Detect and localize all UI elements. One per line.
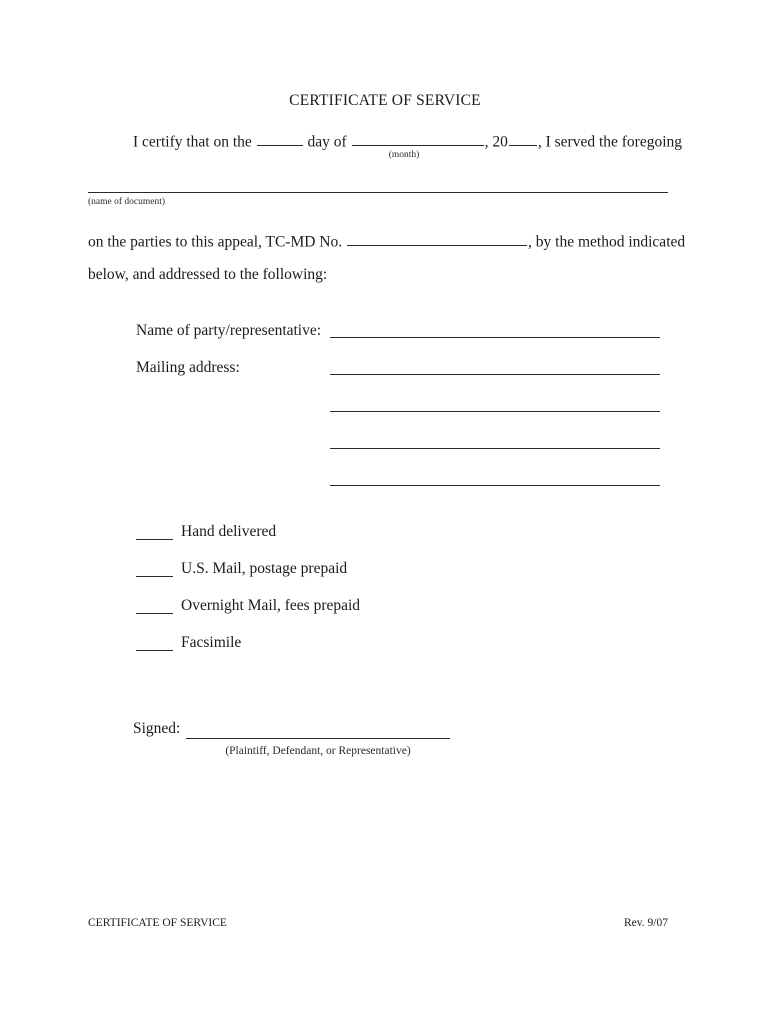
footer-revision: Rev. 9/07 bbox=[624, 917, 668, 929]
mailing-address-line-4-input[interactable] bbox=[330, 485, 660, 486]
signature-input[interactable] bbox=[186, 738, 450, 739]
mailing-address-label: Mailing address: bbox=[136, 359, 240, 376]
below-paragraph: below, and addressed to the following: bbox=[88, 266, 328, 283]
page-footer bbox=[88, 917, 668, 929]
day-blank-input[interactable] bbox=[257, 131, 303, 146]
method-label: Overnight Mail, fees prepaid bbox=[181, 597, 361, 614]
name-of-party-label: Name of party/representative: bbox=[136, 322, 322, 339]
page-title: CERTIFICATE OF SERVICE bbox=[289, 92, 481, 109]
parties-prefix-text: on the parties to this appeal, TC-MD No. bbox=[88, 233, 343, 251]
method-label: Hand delivered bbox=[181, 523, 277, 540]
method-checkbox-blank[interactable] bbox=[136, 576, 173, 577]
name-of-party-input[interactable] bbox=[330, 337, 660, 338]
method-checkbox-blank[interactable] bbox=[136, 650, 173, 651]
certify-paragraph bbox=[133, 131, 682, 150]
parties-suffix-text: , by the method indicated bbox=[528, 233, 686, 251]
method-label: Facsimile bbox=[181, 634, 242, 651]
method-label: U.S. Mail, postage prepaid bbox=[181, 560, 348, 577]
tcmd-number-blank-input[interactable] bbox=[347, 231, 527, 246]
signature-caption: (Plaintiff, Defendant, or Representative) bbox=[225, 745, 411, 757]
mailing-address-line-2-input[interactable] bbox=[330, 411, 660, 412]
month-blank-input[interactable] bbox=[352, 131, 484, 146]
mailing-address-line-1-input[interactable] bbox=[330, 374, 660, 375]
signed-label: Signed: bbox=[133, 720, 181, 737]
year-blank-input[interactable] bbox=[509, 131, 537, 146]
month-caption: (month) bbox=[388, 150, 420, 160]
certify-year-prefix-text: , 20 bbox=[484, 133, 508, 151]
name-of-document-line-input[interactable] bbox=[88, 192, 668, 193]
footer-title: CERTIFICATE OF SERVICE bbox=[88, 917, 227, 929]
method-checkbox-blank[interactable] bbox=[136, 539, 173, 540]
parties-paragraph bbox=[88, 231, 685, 250]
name-of-document-caption: (name of document) bbox=[88, 197, 166, 207]
mailing-address-line-3-input[interactable] bbox=[330, 448, 660, 449]
method-checkbox-blank[interactable] bbox=[136, 613, 173, 614]
certify-prefix-text: I certify that on the bbox=[133, 133, 252, 151]
certify-day-of-text: day of bbox=[307, 133, 347, 151]
certify-suffix-text: , I served the foregoing bbox=[537, 133, 683, 151]
